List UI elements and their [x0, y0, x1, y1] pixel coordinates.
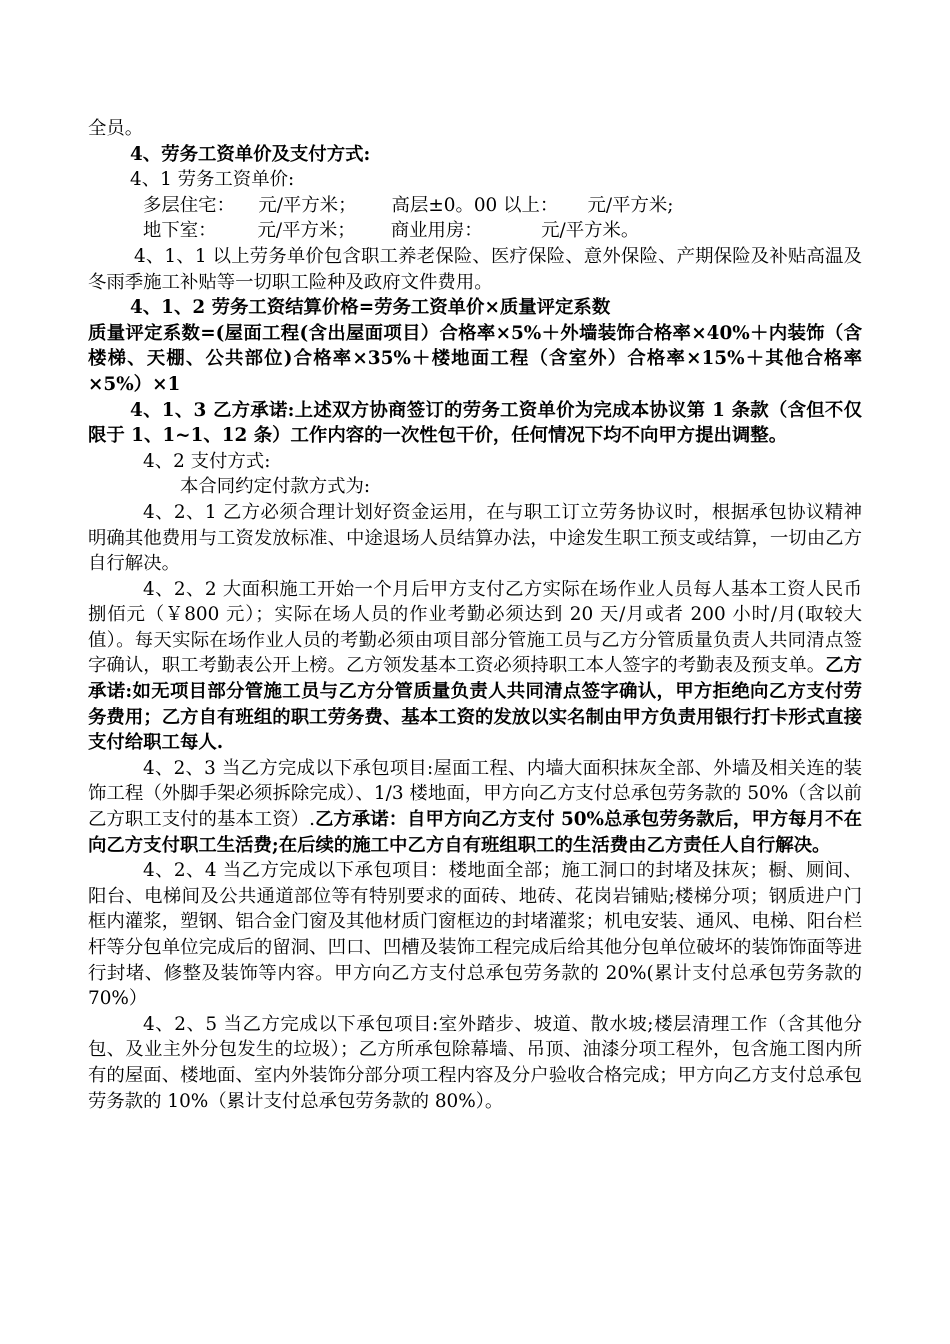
paragraph-4-2-5: 4、2、5 当乙方完成以下承包项目:室外踏步、坡道、散水坡;楼层清理工作（含其他分包、及业主外分包发生的垃圾）；乙方所承包除幕墙、吊顶、油漆分项工程外，包含施工图内所有的屋面、楼地面、室内外装饰分部分项工程内容及分户验收合格完成；甲方向乙方支付总承包劳务款的 10%（累计支付总承包劳务款的 80%）。: [88, 1013, 862, 1112]
paragraph-continuation: 全员。: [88, 118, 144, 139]
section-heading-4-1: 4、1 劳务工资单价:: [130, 169, 295, 191]
section-heading-4-2: 4、2 支付方式:: [143, 450, 271, 472]
paragraph-4-2-4: 4、2、4 当乙方完成以下承包项目：楼地面全部；施工洞口的封堵及抹灰；橱、厕间、阳台、电梯间及公共通道部位等有特别要求的面砖、地砖、花岗岩铺贴;楼梯分项；钢质进户门框内灌浆，塑钢、铝合金门窗及其他材质门窗框边的封堵灌浆；机电安装、通风、电梯、阳台栏杆等分包单位完成后的留洞、凹口、凹槽及装饰工程完成后给其他分包单位破坏的装饰饰面等进行封堵、修整及装饰等内容。甲方向乙方支付总承包劳务款的 20%(累计支付总承包劳务款的 70%）: [88, 860, 862, 1010]
price-row-2: 地下室： 元/平方米； 商业用房： 元/平方米。: [143, 220, 640, 242]
paragraph-4-2-3-text: 4、2、3 当乙方完成以下承包项目:屋面工程、内墙大面积抹灰全部、外墙及相关连的装饰工程（外脚手架必须拆除完成）、1/3 楼地面，甲方向乙方支付总承包劳务款的 50%（含以前乙方职工支付的基本工资）.: [88, 757, 862, 831]
paragraph-4-2-2-text: 4、2、2 大面积施工开始一个月后甲方支付乙方实际在场作业人员每人基本工资人民币捌佰元（￥800 元）；实际在场人员的作业考勤必须达到 20 天/月或者 200 小时/月(取较大值）。每天实际在场作业人员的考勤必须由项目部分管施工员与乙方分管质量负责人共同清点签字确认，职工考勤表公开上榜。乙方领发基本工资必须持职工本人签字的考勤表及预支单。: [88, 578, 862, 677]
paragraph-4-2-3-commitment: 乙方承诺：自甲方向乙方支付 50%总承包劳务款后，甲方每月不在向乙方支付职工生活费;在后续的施工中乙方自有班组职工的生活费由乙方责任人自行解决。: [88, 809, 862, 856]
paragraph-4-2-2: [88, 577, 862, 756]
paragraph-4-2-1: 4、2、1 乙方必须合理计划好资金运用，在与职工订立劳务协议时，根据承包协议精神明确其他费用与工资发放标准、中途退场人员结算办法，中途发生职工预支或结算，一切由乙方自行解决。: [88, 501, 862, 575]
paragraph-4-1-3: 4、1、3 乙方承诺:上述双方协商签订的劳务工资单价为完成本协议第 1 条款（含但不仅限于 1、1~1、12 条）工作内容的一次性包干价，任何情况下均不向甲方提出调整。: [88, 399, 862, 447]
price-row-1: 多层住宅： 元/平方米； 高层±0。00 以上： 元/平方米;: [143, 194, 674, 216]
section-heading-4: 4、劳务工资单价及支付方式:: [130, 143, 371, 165]
paragraph-4-2-2-commitment: 乙方承诺:如无项目部分管施工员与乙方分管质量负责人共同清点签字确认，甲方拒绝向乙方支付劳务费用；乙方自有班组的职工劳务费、基本工资的发放以实名制由甲方负责用银行打卡形式直接支付给职工每人.: [88, 655, 862, 754]
paragraph-4-1-2-title: 4、1、2 劳务工资结算价格=劳务工资单价×质量评定系数: [130, 297, 611, 319]
paragraph-4-1-2-formula: 质量评定系数=(屋面工程(含出屋面项目）合格率×5%＋外墙装饰合格率×40%＋内装饰（含楼梯、天棚、公共部位)合格率×35%＋楼地面工程（含室外）合格率×15%＋其他合格率×5%）×1: [88, 322, 862, 395]
paragraph-4-2-intro: 本合同约定付款方式为:: [180, 476, 371, 498]
paragraph-4-2-3: [88, 756, 862, 858]
paragraph-4-1-1: 4、1、1 以上劳务单价包含职工养老保险、医疗保险、意外保险、产期保险及补贴高温及冬雨季施工补贴等一切职工险种及政府文件费用。: [88, 245, 862, 293]
